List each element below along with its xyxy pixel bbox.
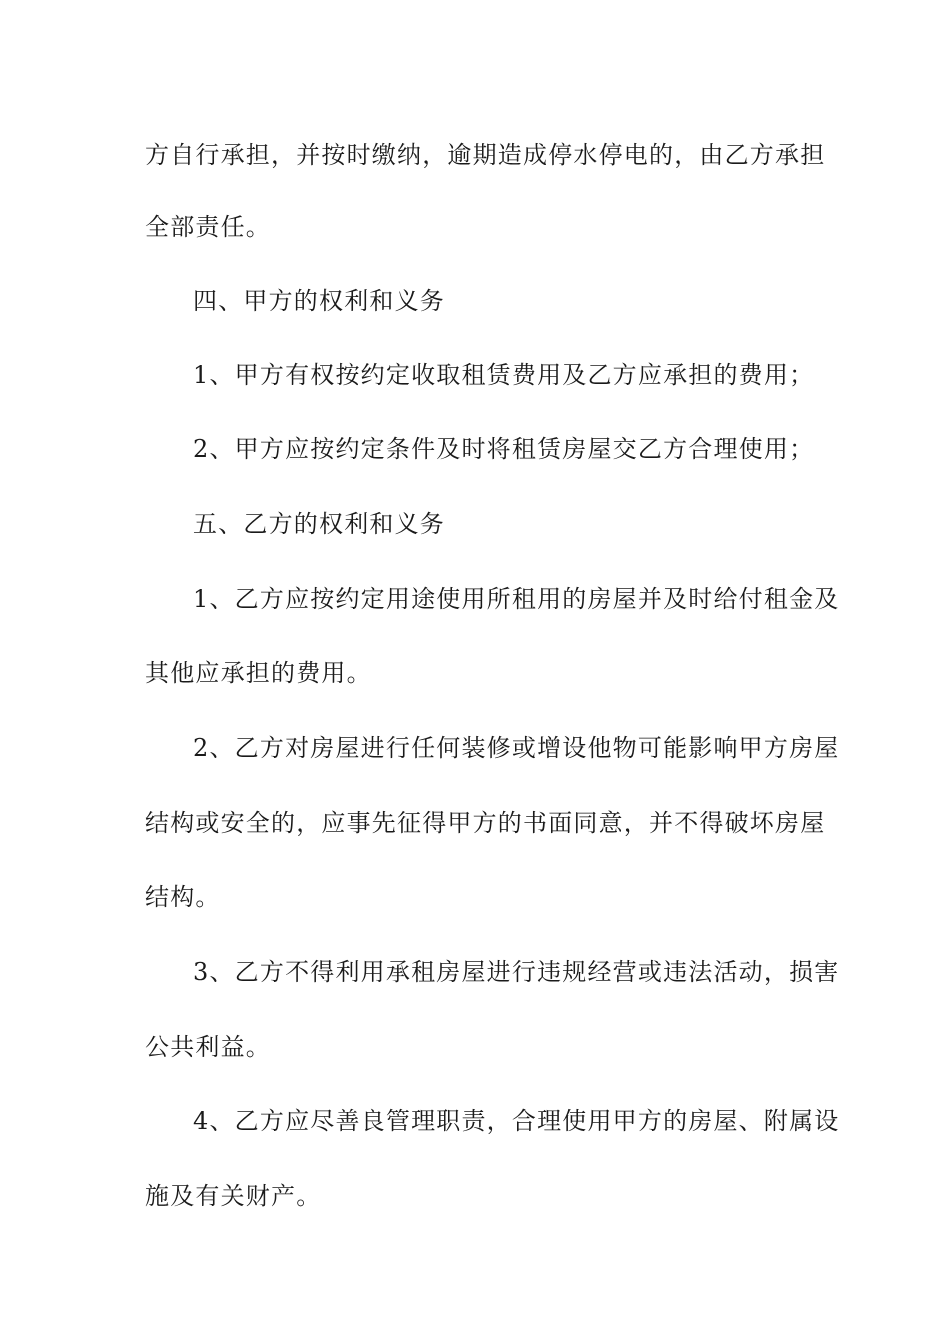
text-line: 其他应承担的费用。	[145, 659, 372, 687]
text-line: 2、乙方对房屋进行任何装修或增设他物可能影响甲方房屋	[193, 734, 840, 762]
text-line: 公共利益。	[145, 1033, 271, 1061]
text-line: 结构。	[145, 883, 221, 911]
section-heading: 四、甲方的权利和义务	[193, 287, 445, 315]
text-line: 4、乙方应尽善良管理职责，合理使用甲方的房屋、附属设	[193, 1107, 840, 1135]
text-line: 2、甲方应按约定条件及时将租赁房屋交乙方合理使用；	[193, 435, 815, 463]
text-line: 结构或安全的，应事先征得甲方的书面同意，并不得破坏房屋	[145, 809, 826, 837]
text-line: 1、乙方应按约定用途使用所租用的房屋并及时给付租金及	[193, 585, 840, 613]
text-line: 方自行承担，并按时缴纳，逾期造成停水停电的，由乙方承担	[145, 141, 826, 169]
section-heading: 五、乙方的权利和义务	[193, 510, 445, 538]
text-line: 3、乙方不得利用承租房屋进行违规经营或违法活动，损害	[193, 958, 840, 986]
text-line: 1、甲方有权按约定收取租赁费用及乙方应承担的费用；	[193, 361, 815, 389]
text-line: 全部责任。	[145, 213, 271, 241]
text-line: 施及有关财产。	[145, 1182, 322, 1210]
